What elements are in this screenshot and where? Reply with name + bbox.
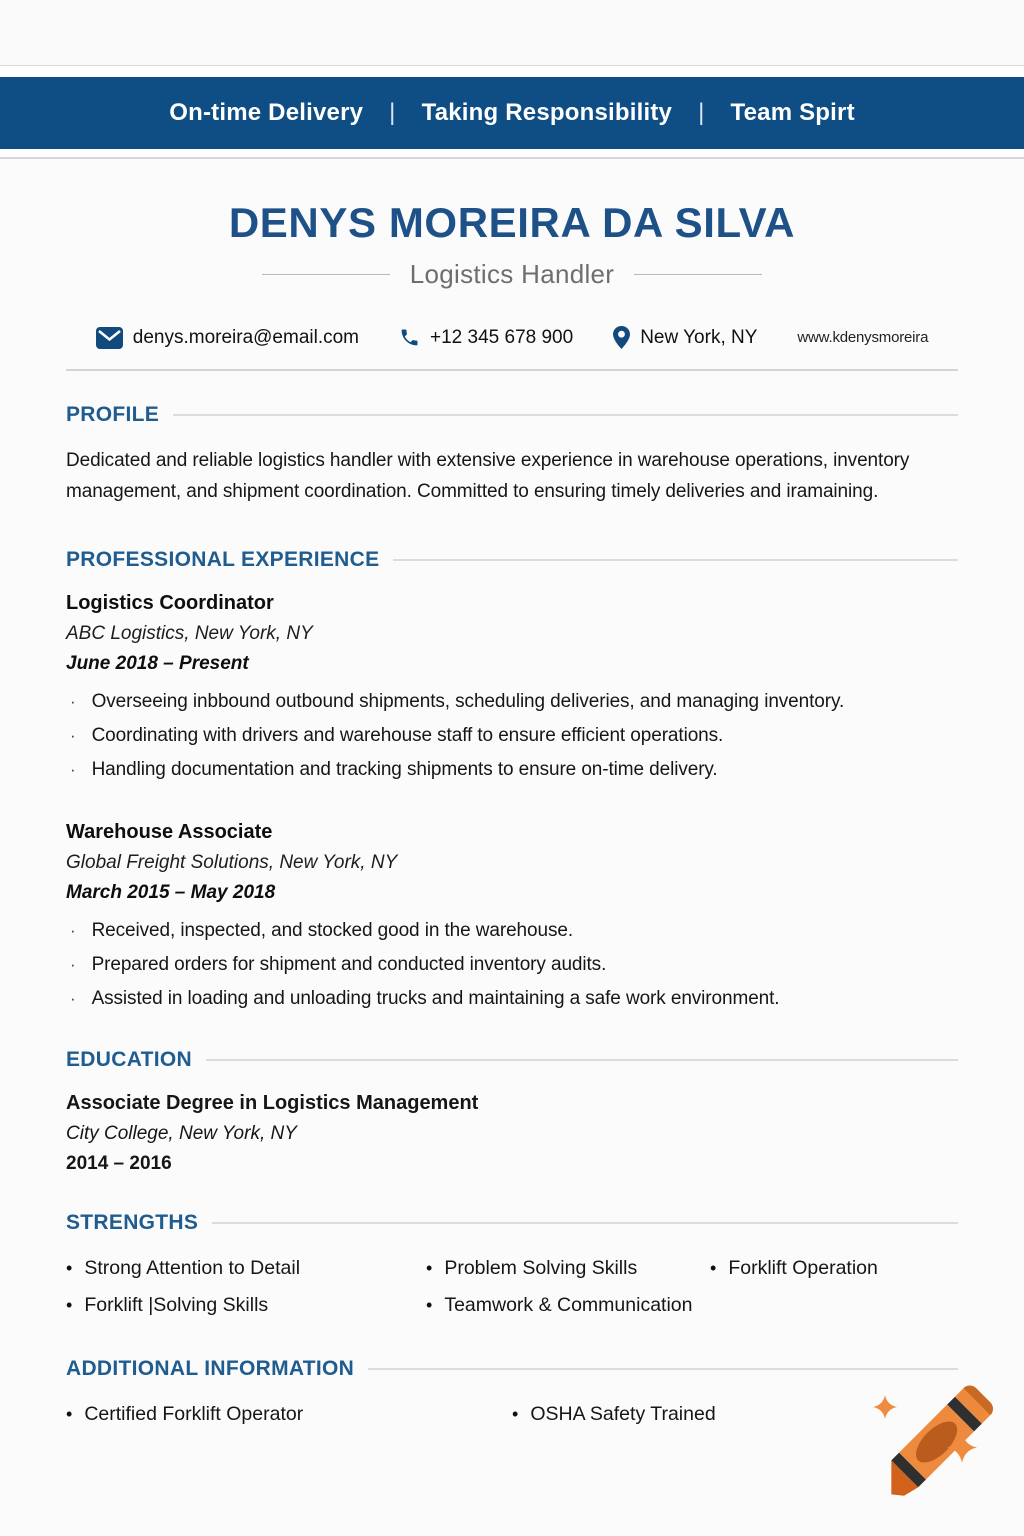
job-bullet-text: Handling documentation and tracking shipments to ensure on-time delivery. <box>91 758 718 780</box>
sparkle-icon <box>873 1395 897 1419</box>
bullet-glyph: • <box>426 1294 433 1315</box>
bullet-glyph: • <box>710 1257 717 1278</box>
job-bullet-text: Coordinating with drivers and warehouse staff to ensure efficient operations. <box>91 724 724 746</box>
section-heading: PROFILE <box>66 403 160 426</box>
banner-item: Team Spirt <box>730 99 855 126</box>
strength-item <box>710 1257 958 1280</box>
section-strengths <box>66 1211 958 1317</box>
job-entry <box>66 592 958 781</box>
job-bullet <box>66 988 958 1010</box>
banner-separator: | <box>389 99 396 126</box>
contact-email-text: denys.moreira@email.com <box>132 326 360 348</box>
education-degree: Associate Degree in Logistics Management <box>66 1091 479 1114</box>
contact-row <box>66 326 958 349</box>
strength-text: Teamwork & Communication <box>444 1293 693 1316</box>
strengths-grid <box>66 1257 958 1317</box>
section-heading: EDUCATION <box>66 1047 192 1071</box>
bullet-glyph: • <box>66 1403 73 1424</box>
section-heading-row <box>66 1357 958 1381</box>
additional-grid <box>66 1403 958 1426</box>
phone-icon <box>399 327 420 348</box>
additional-item <box>66 1403 512 1426</box>
job-bullet-text: Received, inspected, and stocked good in the warehouse. <box>91 919 573 941</box>
job-company: ABC Logistics, New York, NY <box>66 622 313 644</box>
contact-location[interactable] <box>613 326 757 349</box>
job-title: Warehouse Associate <box>66 820 273 843</box>
candidate-job-title: Logistics Handler <box>409 259 615 289</box>
page-top-margin <box>0 0 1024 66</box>
decorative-line <box>634 274 762 275</box>
section-heading: ADDITIONAL INFORMATION <box>66 1356 355 1380</box>
bullet-glyph: • <box>66 1294 73 1315</box>
job-bullet-list <box>66 691 958 781</box>
banner-gap <box>0 66 1024 77</box>
section-heading: STRENGTHS <box>66 1210 199 1234</box>
job-bullet <box>66 725 958 747</box>
job-bullet-text: Prepared orders for shipment and conducted inventory audits. <box>91 953 607 975</box>
job-bullet-text: Assisted in loading and unloading trucks and maintaining a safe work environment. <box>91 987 780 1009</box>
job-dates: March 2015 – May 2018 <box>66 881 276 903</box>
map-pin-icon <box>613 326 630 349</box>
contact-location-text: New York, NY <box>640 326 758 348</box>
heading-rule <box>206 1059 958 1061</box>
bullet-glyph: · <box>70 954 76 974</box>
section-additional <box>66 1357 958 1426</box>
section-experience <box>66 548 958 1010</box>
section-education <box>66 1048 958 1175</box>
candidate-name: DENYS MOREIRA DA SILVA <box>228 199 796 246</box>
section-heading: PROFESSIONAL EXPERIENCE <box>66 547 380 571</box>
additional-text: OSHA Safety Trained <box>530 1402 716 1425</box>
section-heading-row <box>66 403 958 427</box>
job-dates: June 2018 – Present <box>66 652 249 674</box>
section-profile <box>66 403 958 508</box>
bullet-glyph: · <box>70 988 76 1008</box>
divider <box>66 369 958 371</box>
job-bullet <box>66 759 958 781</box>
bullet-glyph: · <box>70 759 76 779</box>
bullet-glyph: · <box>70 691 76 711</box>
additional-text: Certified Forklift Operator <box>84 1402 304 1425</box>
banner-gap <box>0 149 1024 159</box>
strength-text: Forklift |Solving Skills <box>84 1293 269 1316</box>
contact-phone[interactable] <box>399 327 573 349</box>
education-dates: 2014 – 2016 <box>66 1152 172 1174</box>
job-company: Global Freight Solutions, New York, NY <box>66 851 398 873</box>
strength-item <box>66 1257 426 1280</box>
contact-email[interactable] <box>96 327 359 349</box>
banner-separator: | <box>698 99 705 126</box>
strength-text: Problem Solving Skills <box>444 1256 638 1279</box>
strength-text: Forklift Operation <box>728 1256 878 1279</box>
banner-item: On-time Delivery <box>169 99 364 126</box>
banner-item: Taking Responsibility <box>421 99 673 126</box>
job-bullet-list <box>66 920 958 1010</box>
strength-item <box>426 1257 710 1280</box>
bullet-glyph: • <box>66 1257 73 1278</box>
job-title-row <box>66 259 958 290</box>
education-school: City College, New York, NY <box>66 1122 297 1144</box>
job-title: Logistics Coordinator <box>66 591 274 614</box>
job-entry <box>66 821 958 1010</box>
envelope-icon <box>96 327 123 349</box>
job-bullet <box>66 691 958 713</box>
contact-website[interactable]: www.kdenysmoreira <box>797 329 929 346</box>
strength-item <box>426 1294 710 1317</box>
bullet-glyph: · <box>70 920 76 940</box>
section-heading-row <box>66 1048 958 1072</box>
profile-text: Dedicated and reliable logistics handler with extensive experience in warehouse operations, inventory management, and shipment coordination. Committed to ensuring timely deliveries and iramaining. <box>66 450 910 503</box>
heading-rule <box>393 559 958 561</box>
heading-rule <box>173 414 958 416</box>
crayon-icon <box>860 1362 1016 1518</box>
section-heading-row <box>66 1211 958 1235</box>
job-bullet <box>66 954 958 976</box>
job-bullet <box>66 920 958 942</box>
job-bullet-text: Overseeing inbbound outbound shipments, scheduling deliveries, and managing inventory. <box>91 690 845 712</box>
resume-content <box>0 199 1024 1426</box>
values-banner <box>0 77 1024 149</box>
decorative-line <box>262 274 390 275</box>
bullet-glyph: • <box>426 1257 433 1278</box>
strength-text: Strong Attention to Detail <box>84 1256 301 1279</box>
section-heading-row <box>66 548 958 572</box>
bullet-glyph: • <box>512 1403 519 1424</box>
heading-rule <box>212 1222 958 1224</box>
contact-phone-text: +12 345 678 900 <box>430 326 574 348</box>
strength-item <box>66 1294 426 1317</box>
bullet-glyph: · <box>70 725 76 745</box>
